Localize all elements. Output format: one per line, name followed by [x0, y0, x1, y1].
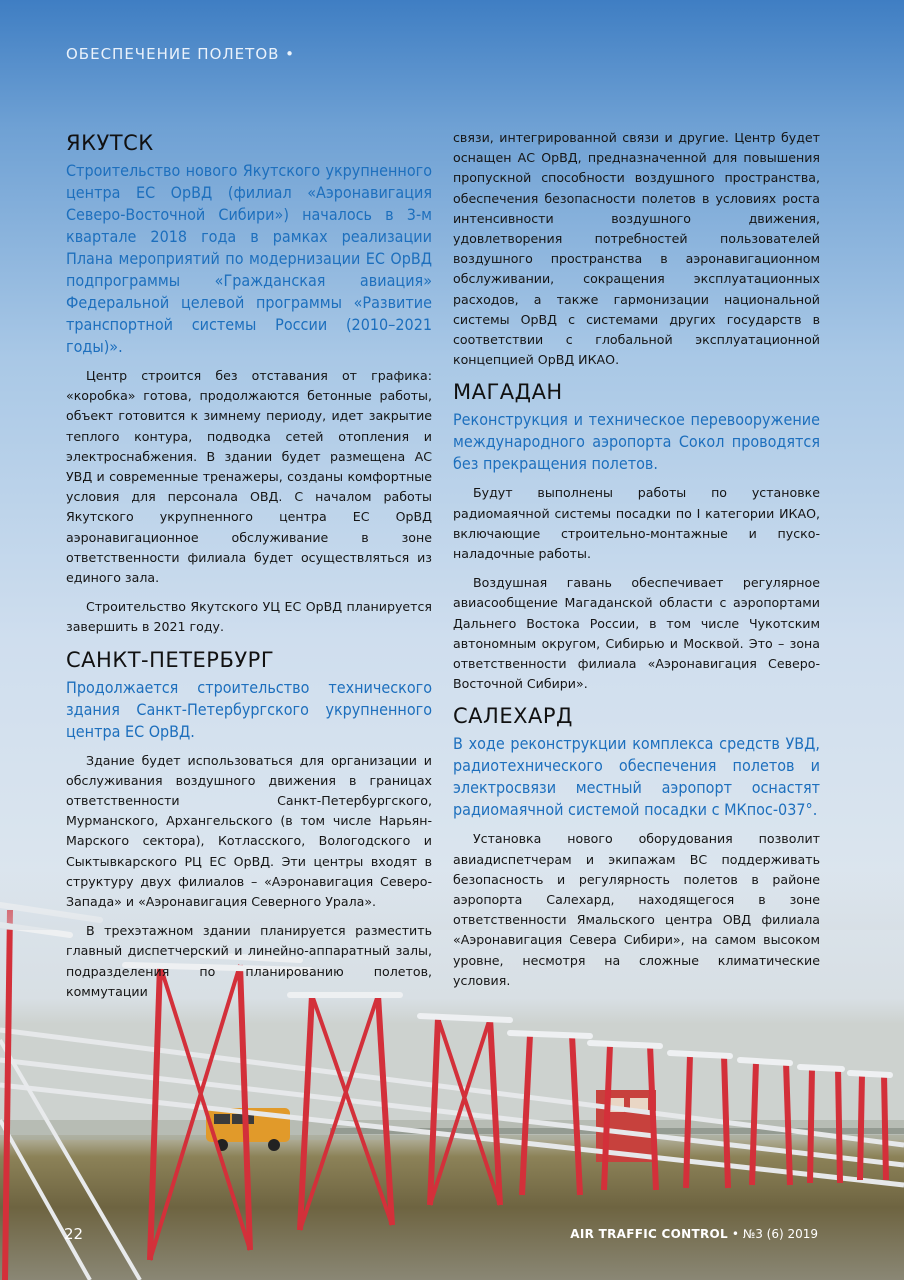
spb-lead: Продолжается строительство технического здания Санкт-Петербургского укрупненного центра ЕС ОрВД. — [66, 677, 432, 741]
yakutsk-lead: Строительство нового Якутского укрупненного центра ЕС ОрВД (филиал «Аэронавигация Северо-Восточной Сибири») началось в 3-м квартале 2018 года в рамках реализации Плана мероприятий по модернизации ЕС ОрВД подпрограммы «Гражданская авиация» Федеральной целевой программы «Развитие транспортной системы России (2010–2021 годы)». — [66, 161, 432, 356]
journal-name: AIR TRAFFIC CONTROL — [570, 1227, 728, 1241]
magadan-paragraph-1: Будут выполнены работы по установке радиомаячной системы посадки по I категории ИКАО, включающие строительно-монтажные и пуско-наладочные работы. — [453, 485, 820, 562]
magadan-lead: Реконструкция и техническое перевооружение международного аэропорта Сокол проводятся без прекращения полетов. — [453, 410, 820, 474]
spb-paragraph-1: Здание будет использоваться для организации и обслуживания воздушного движения в границах ответственности Санкт-Петербургского, Мурманского, Архангельского (в том числе Нарьян-Марского сектора), Котласского, Вологодского и Сыктывкарского РЦ ЕС ОрВД. Эти центры входят в структуру двух филиалов – «Аэронавигация Северо-Запада» и «Аэронавигация Северного Урала». — [66, 752, 432, 910]
right-column — [453, 128, 820, 1000]
salekhard-lead: В ходе реконструкции комплекса средств УВД, радиотехнического обеспечения полетов и электросвязи местный аэропорт оснастят радиомаячной системой посадки с МКпос-037°. — [453, 734, 820, 820]
journal-issue: • №3 (6) 2019 — [728, 1227, 818, 1241]
page-number: 22 — [64, 1225, 84, 1243]
section-header: ОБЕСПЕЧЕНИЕ ПОЛЕТОВ • — [66, 45, 296, 63]
yakutsk-paragraph-2: Строительство Якутского УЦ ЕС ОрВД планируется завершить в 2021 году. — [66, 599, 432, 635]
salekhard-title: САЛЕХАРД — [453, 704, 573, 729]
spb-title: САНКТ-ПЕТЕРБУРГ — [66, 647, 275, 672]
journal-footer — [570, 1227, 818, 1241]
yakutsk-paragraph-1: Центр строится без отставания от графика: «коробка» готова, продолжаются бетонные работы, объект готовится к зимнему периоду, идет закрытие теплого контура, подводка сетей отопления и электроснабжения. В здании будет размещена АС УВД и современные тренажеры, созданы комфортные условия для персонала ОВД. С началом работы Якутского укрупненного центра ЕС ОрВД аэронавигационное обслуживание в зоне ответственности филиала будет осуществляться из единого зала. — [66, 368, 432, 586]
magadan-paragraph-2: Воздушная гавань обеспечивает регулярное авиасообщение Магаданской области с аэропортами Дальнего Востока России, в том числе Чукотским автономным округом, Сибирью и Москвой. Это – зона ответственности филиала «Аэронавигация Северо-Восточной Сибири». — [453, 575, 820, 692]
spb-paragraph-2: В трехэтажном здании планируется разместить главный диспетчерский и линейно-аппаратный залы, подразделения по планированию полетов, коммутации — [66, 923, 432, 999]
spb-paragraph-2-continued: связи, интегрированной связи и другие. Центр будет оснащен АС ОрВД, предназначенной для повышения пропускной способности воздушного пространства, обеспечения безопасности полетов в условиях роста интенсивности воздушного движения, удовлетворения потребностей пользователей воздушного пространства в аэронавигационном обслуживании, сокращения эксплуатационных расходов, а также гармонизации национальной системы ОрВД с системами других государств в соответствии с глобальной эксплуатационной концепцией ОрВД ИКАО. — [453, 130, 820, 368]
yakutsk-title: ЯКУТСК — [66, 131, 154, 155]
magadan-title: МАГАДАН — [453, 380, 563, 405]
salekhard-paragraph-1: Установка нового оборудования позволит авиадиспетчерам и экипажам ВС поддерживать безопасность и регулярность полетов в районе аэропорта Салехард, находящегося в зоне ответственности Ямальского центра ОВД филиала «Аэронавигация Севера Сибири», на самом высоком уровне, несмотря на сложные климатические условия. — [453, 831, 820, 988]
left-column — [66, 130, 432, 1011]
